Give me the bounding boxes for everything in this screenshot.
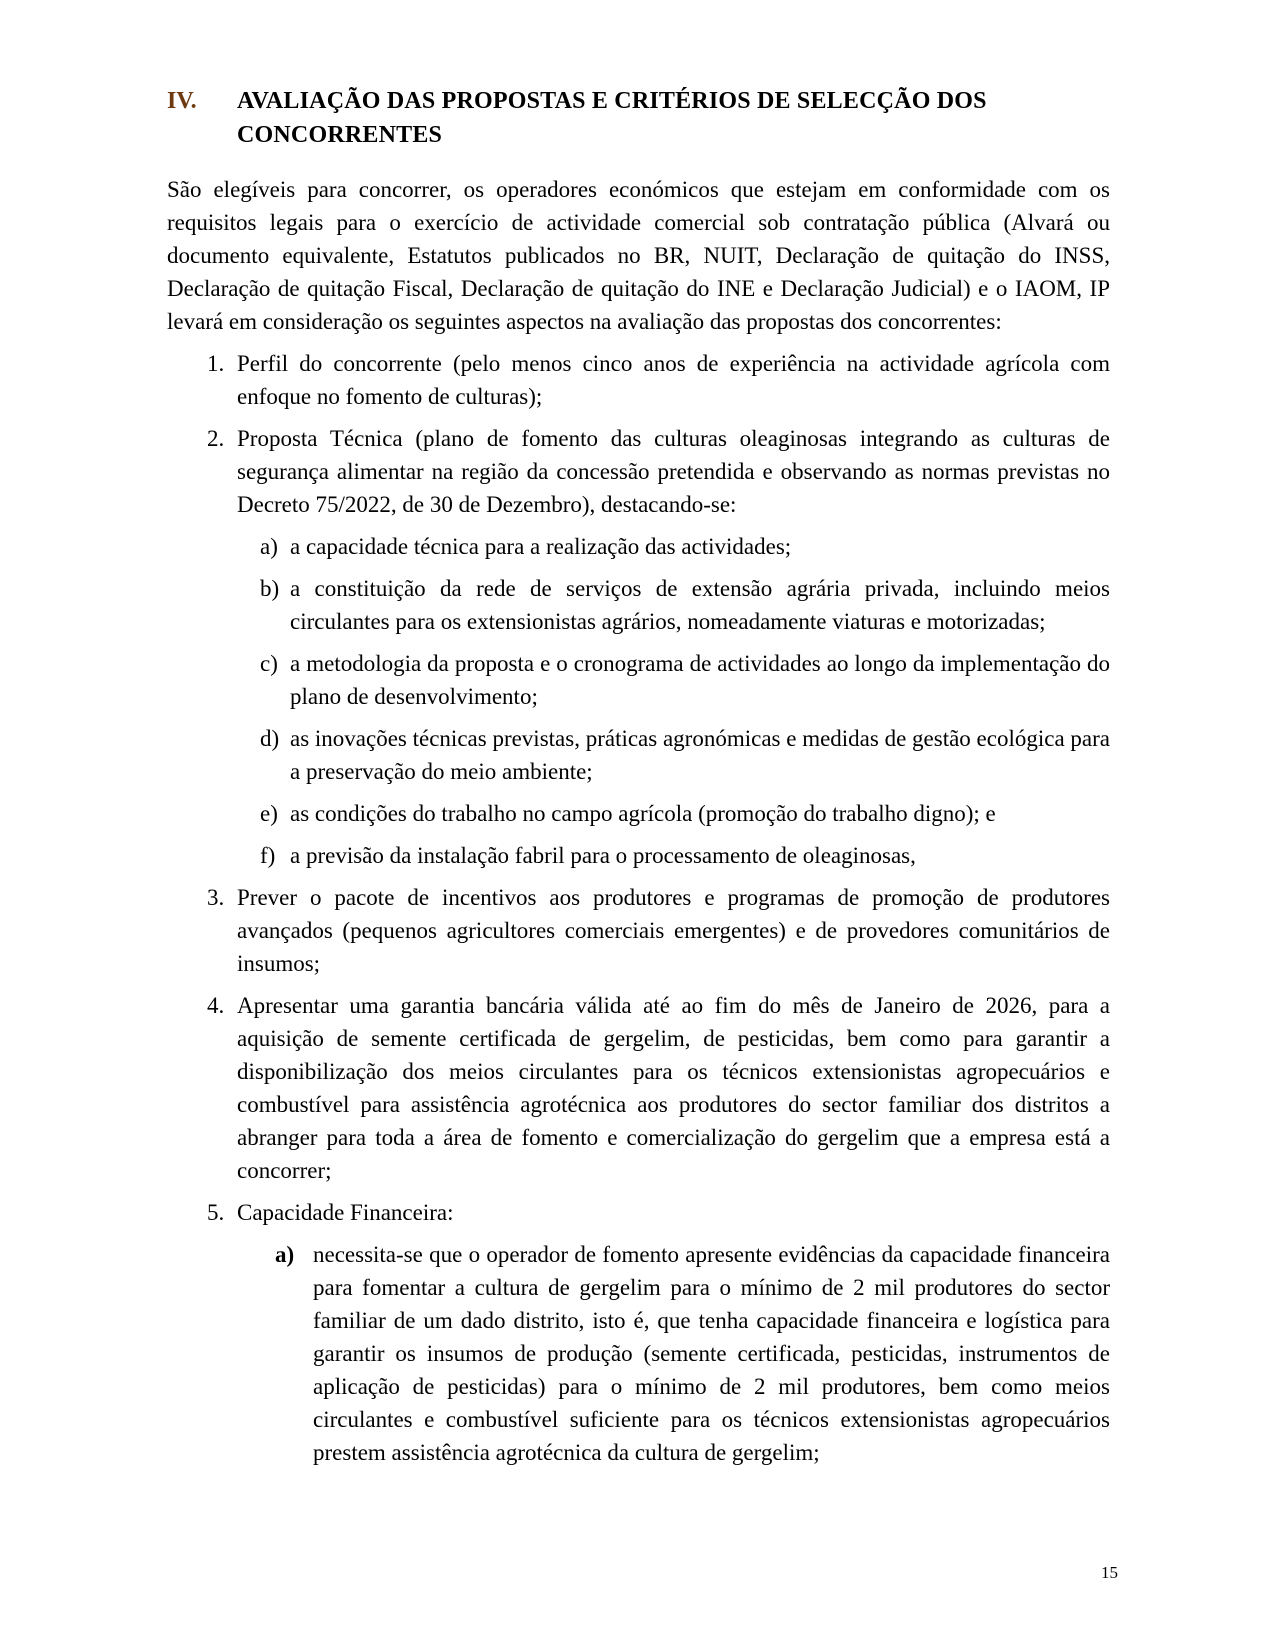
list-item-1 [207, 347, 1110, 413]
list-item-2c [260, 647, 1110, 713]
list-item-2c-marker: c) [260, 651, 278, 676]
list-item-1-marker: 1. [207, 351, 225, 376]
list-item-2a-text: a capacidade técnica para a realização das actividades; [290, 534, 792, 559]
list-item-4 [207, 989, 1110, 1187]
list-item-3-marker: 3. [207, 885, 225, 910]
list-item-2d-text: as inovações técnicas previstas, práticas agronómicas e medidas de gestão ecológica para a preservação do meio ambiente; [290, 726, 1110, 784]
list-item-5-marker: 5. [207, 1200, 225, 1225]
list-item-2-text: Proposta Técnica (plano de fomento das culturas oleaginosas integrando as culturas de segurança alimentar na região da concessão pretendida e observando as normas previstas no Decreto 75/2022, de 30 de Dezembro), destacando-se: [237, 426, 1110, 517]
list-item-2b-marker: b) [260, 576, 280, 601]
list-item-2f [260, 839, 1110, 872]
list-item-2f-text: a previsão da instalação fabril para o processamento de oleaginosas, [290, 843, 916, 868]
list-item-5a-marker: a) [275, 1242, 295, 1267]
list-item-1-text: Perfil do concorrente (pelo menos cinco anos de experiência na actividade agrícola com enfoque no fomento de culturas); [237, 351, 1110, 409]
list-item-3 [207, 881, 1110, 980]
section-heading-numeral: IV. [167, 88, 197, 114]
list-item-2-marker: 2. [207, 426, 225, 451]
list-item-2e-marker: e) [260, 801, 278, 826]
list-item-4-marker: 4. [207, 993, 225, 1018]
intro-paragraph: São elegíveis para concorrer, os operadores económicos que estejam em conformidade com os requisitos legais para o exercício de actividade comercial sob contratação pública (Alvará ou documento equivalente, Estatutos publicados no BR, NUIT, Declaração de quitação do INSS, Declaração de quitação Fiscal, Declaração de quitação do INE e Declaração Judicial) e o IAOM, IP levará em consideração os seguintes aspectos na avaliação das propostas dos concorrentes: [167, 177, 1110, 334]
list-item-3-text: Prever o pacote de incentivos aos produtores e programas de promoção de produtores avançados (pequenos agricultores comerciais emergentes) e de provedores comunitários de insumos; [237, 885, 1110, 976]
list-item-5-text: Capacidade Financeira: [237, 1200, 454, 1225]
list-item-2a-marker: a) [260, 534, 278, 559]
list-item-2f-marker: f) [260, 843, 276, 868]
list-item-5a-text: necessita-se que o operador de fomento apresente evidências da capacidade financeira para fomentar a cultura de gergelim para o mínimo de 2 mil produtores do sector familiar de um dado distrito, isto é, que tenha capacidade financeira e logística para garantir os insumos de produção (semente certificada, pesticidas, instrumentos de aplicação de pesticidas) para o mínimo de 2 mil produtores, bem como meios circulantes e combustível suficiente para os técnicos extensionistas agropecuários prestem assistência agrotécnica da cultura de gergelim; [313, 1242, 1110, 1465]
list-item-2e-text: as condições do trabalho no campo agrícola (promoção do trabalho digno); e [290, 801, 996, 826]
list-item-4-text: Apresentar uma garantia bancária válida até ao fim do mês de Janeiro de 2026, para a aquisição de semente certificada de gergelim, de pesticidas, bem como para garantir a disponibilização dos meios circulantes para os técnicos extensionistas agropecuários e combustível para assistência agrotécnica aos produtores do sector familiar dos distritos a abranger para toda a área de fomento e comercialização do gergelim que a empresa está a concorrer; [237, 993, 1110, 1183]
list-item-2d-marker: d) [260, 726, 280, 751]
section-heading [167, 84, 1110, 152]
list-item-5a [275, 1238, 1110, 1469]
page-number: 15 [1101, 1563, 1118, 1582]
list-item-2a [260, 530, 1110, 563]
list-item-5 [207, 1196, 1110, 1229]
list-item-2b [260, 572, 1110, 638]
list-item-2b-text: a constituição da rede de serviços de extensão agrária privada, incluindo meios circulantes para os extensionistas agrários, nomeadamente viaturas e motorizadas; [290, 576, 1110, 634]
list-item-2 [207, 422, 1110, 521]
section-heading-text: AVALIAÇÃO DAS PROPOSTAS E CRITÉRIOS DE SELECÇÃO DOS CONCORRENTES [237, 88, 987, 148]
list-item-2e [260, 797, 1110, 830]
list-item-2c-text: a metodologia da proposta e o cronograma de actividades ao longo da implementação do plano de desenvolvimento; [290, 651, 1110, 709]
list-item-2d [260, 722, 1110, 788]
